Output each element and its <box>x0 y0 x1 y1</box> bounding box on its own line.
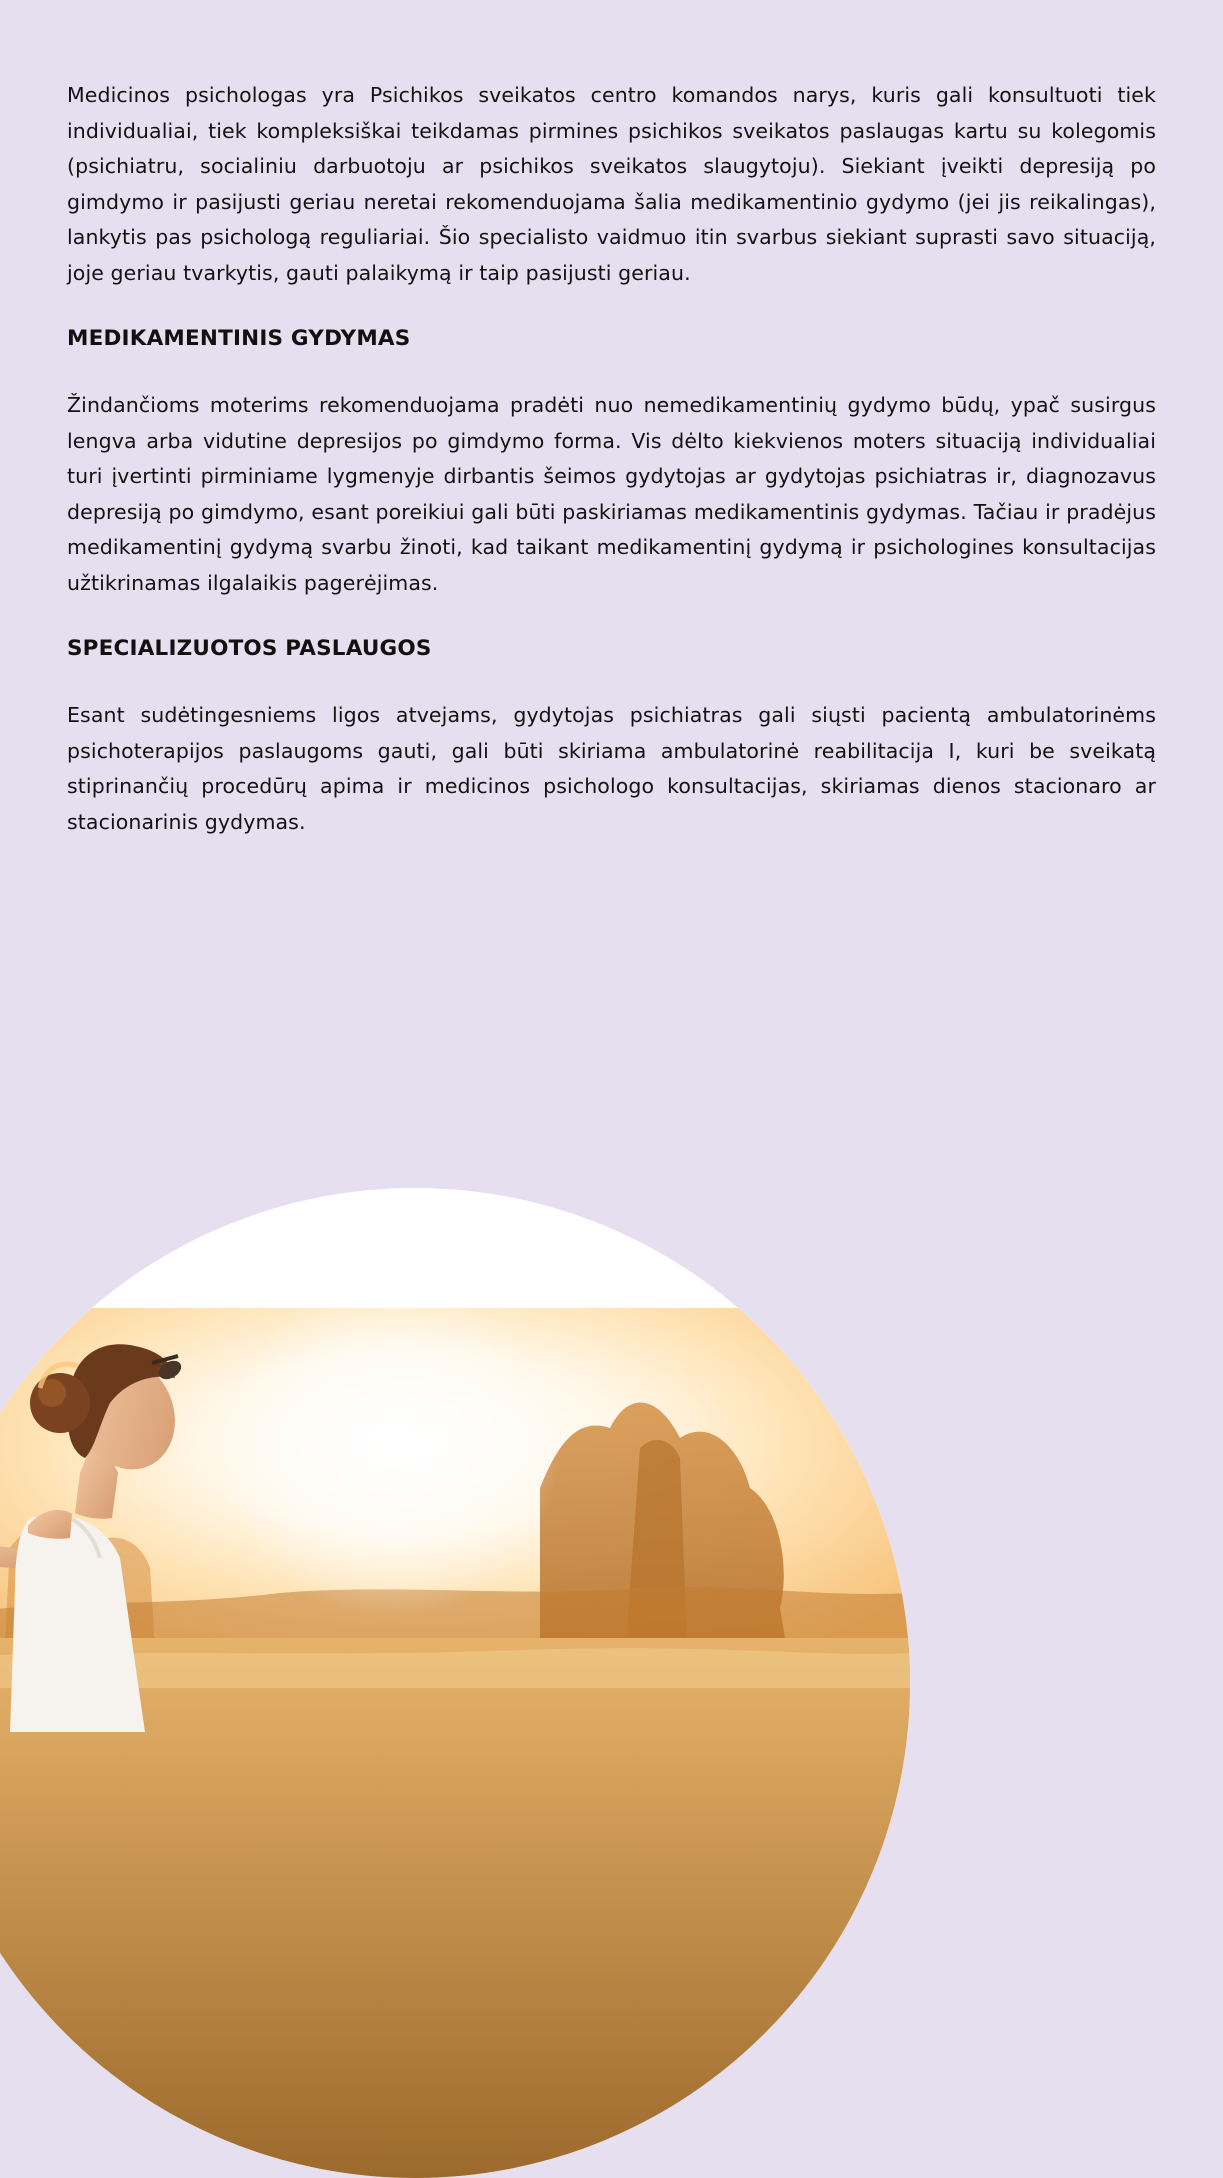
document-body <box>67 78 1156 840</box>
section-heading-medication: MEDIKAMENTINIS GYDYMAS <box>67 326 411 351</box>
section-heading-specialized: SPECIALIZUOTOS PASLAUGOS <box>67 636 432 661</box>
woman-sunset-photo <box>0 1188 910 2178</box>
specialized-paragraph: Esant sudėtingesniems ligos atvejams, gydytojas psichiatras gali siųsti pacientą ambulatorinėms psichoterapijos paslaugoms gauti, gali būti skiriama ambulatorinė reabilitacija I, kuri be sveikatą stiprinančių procedūrų apima ir medicinos psichologo konsultacijas, skiriamas dienos stacionaro ar stacionarinis gydymas. <box>67 703 1156 834</box>
photo-illustration <box>0 1188 910 2178</box>
intro-paragraph: Medicinos psichologas yra Psichikos sveikatos centro komandos narys, kuris gali konsultuoti tiek individualiai, tiek kompleksiškai teikdamas pirmines psichikos sveikatos paslaugas kartu su kolegomis (psichiatru, socialiniu darbuotoju ar psichikos sveikatos slaugytoju). Siekiant įveikti depresiją po gimdymo ir pasijusti geriau neretai rekomenduojama šalia medikamentinio gydymo (jei jis reikalingas), lankytis pas psichologą reguliariai. Šio specialisto vaidmuo itin svarbus siekiant suprasti savo situaciją, joje geriau tvarkytis, gauti palaikymą ir taip pasijusti geriau. <box>67 83 1156 285</box>
medication-paragraph: Žindančioms moterims rekomenduojama pradėti nuo nemedikamentinių gydymo būdų, ypač susirgus lengva arba vidutine depresijos po gimdymo forma. Vis dėlto kiekvienos moters situaciją individualiai turi įvertinti pirminiame lygmenyje dirbantis šeimos gydytojas ar gydytojas psichiatras ir, diagnozavus depresiją po gimdymo, esant poreikiui gali būti paskiriamas medikamentinis gydymas. Tačiau ir pradėjus medikamentinį gydymą svarbu žinoti, kad taikant medikamentinį gydymą ir psichologines konsultacijas užtikrinamas ilgalaikis pagerėjimas. <box>67 393 1156 595</box>
